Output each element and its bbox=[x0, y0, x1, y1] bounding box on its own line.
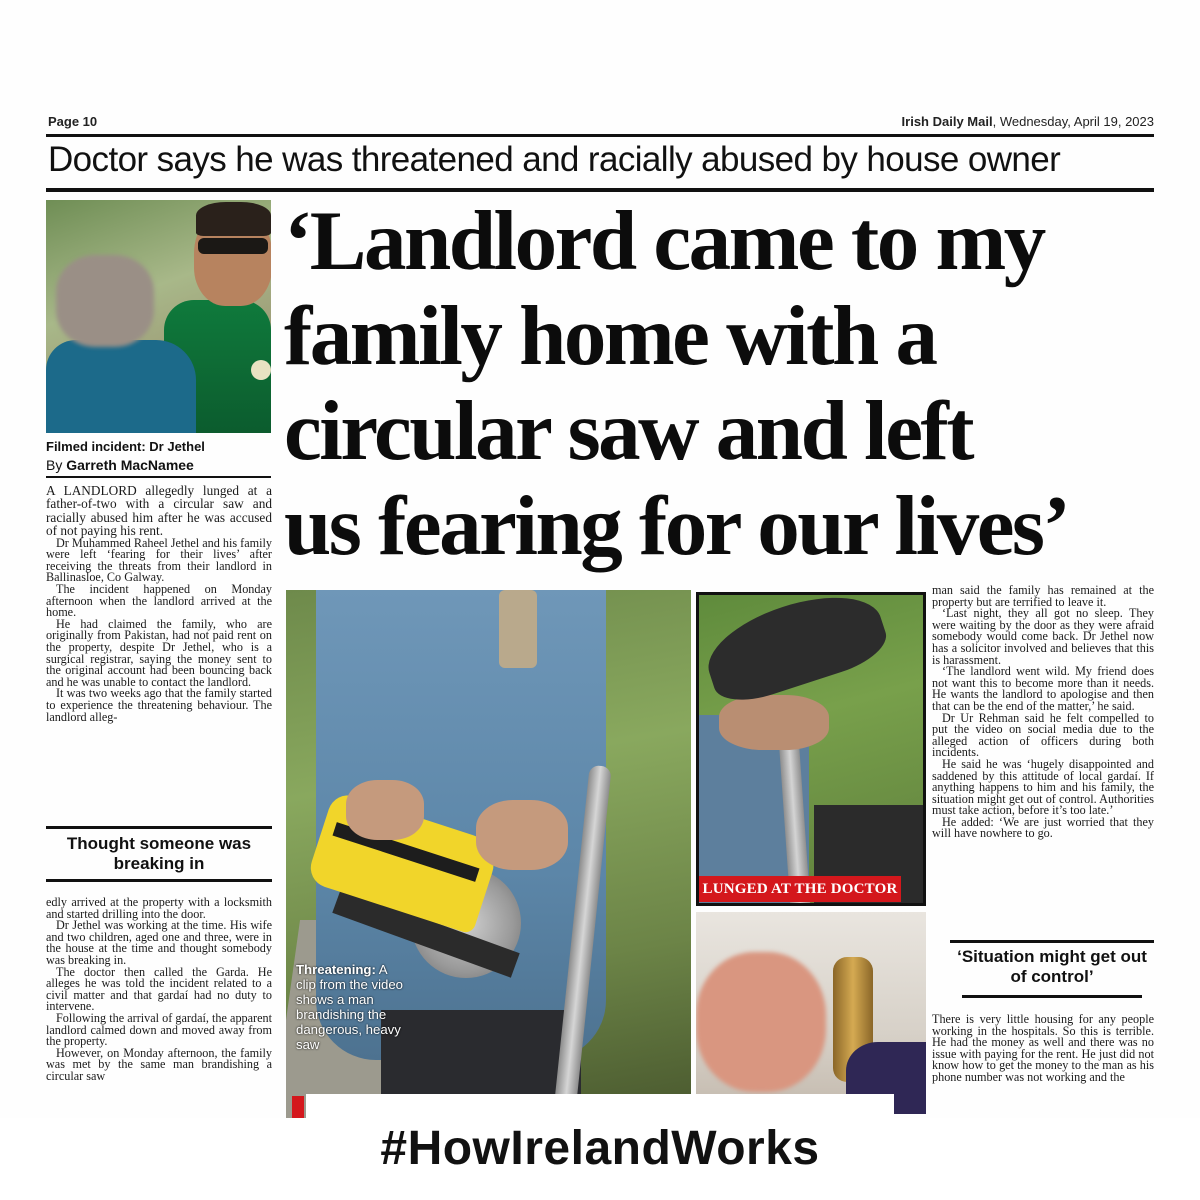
caption-label: Threatening: bbox=[296, 962, 376, 977]
inset-photo-lunge bbox=[696, 592, 926, 906]
inset-label: LUNGED AT THE DOCTOR bbox=[699, 876, 901, 902]
article-lead: A LANDLORD allegedly lunged at a father-of-two with a circular saw and racially abused him after he was accused of not paying his rent. bbox=[46, 483, 272, 539]
inset-photo-door bbox=[696, 912, 926, 1114]
caption-text: A clip from the video shows a man brandishing the dangerous, heavy saw bbox=[296, 962, 404, 1052]
byline bbox=[46, 457, 274, 473]
article-paragraph: man said the family has remained at the property but are terrified to leave it. bbox=[932, 583, 1154, 609]
kicker-headline: Doctor says he was threatened and racially abused by house owner bbox=[48, 140, 1061, 179]
white-overlay-band bbox=[306, 1094, 894, 1118]
article-paragraph: edly arrived at the property with a locksmith and started drilling into the door. bbox=[46, 897, 272, 921]
article-paragraph: He said he was ‘hugely disappointed and saddened by this attitude of local gardaí. If anything happens to him and his family, the situation might get out of control. Authorities must take action, before it’s too late.’ bbox=[932, 756, 1154, 818]
article-paragraph: Dr Ur Rehman said he felt compelled to put the video on social media due to the alleged action of officers during both incidents. bbox=[932, 710, 1154, 760]
article-paragraph: It was two weeks ago that the family started to experience the threatening behaviour. The landlord alleg- bbox=[46, 686, 272, 724]
headline-line: us fearing for our lives’ bbox=[284, 479, 1069, 573]
article-paragraph: However, on Monday afternoon, the family was met by the same man brandishing a circular saw bbox=[46, 1045, 272, 1083]
blurred-child-face bbox=[56, 255, 154, 347]
publication-dateline bbox=[902, 114, 1154, 129]
publication-name: Irish Daily Mail bbox=[901, 114, 993, 129]
article-paragraph: ‘The landlord went wild. My friend does not want this to become more than it needs. He wants the landlord to apologise and then that can be the end of the matter,’ he said. bbox=[932, 664, 1154, 713]
photo-caption: Filmed incident: Dr Jethel bbox=[46, 439, 205, 454]
article-column-1 bbox=[46, 484, 272, 723]
article-column-1-continued bbox=[46, 897, 272, 1117]
main-headline bbox=[284, 194, 1156, 574]
article-paragraph: ‘Last night, they all got no sleep. They were waiting by the door as they were afraid somebody would come back. Dr Jethel now has a solicitor involved and believes that this is harassment. bbox=[932, 606, 1154, 667]
article-paragraph: He added: ‘We are just worried that they will have nowhere to go. bbox=[932, 814, 1154, 841]
byline-author: Garreth MacNamee bbox=[66, 457, 194, 473]
headline-line: ‘Landlord came to my bbox=[284, 194, 1044, 288]
article-paragraph: There is very little housing for any people working in the hospitals. So this is terrible. He had the money as well and there was no issue with paying for the rent. He just did not know how to get the money to the man as his phone number was not working and the bbox=[932, 1014, 1154, 1084]
publication-date: , Wednesday, April 19, 2023 bbox=[992, 114, 1154, 129]
article-paragraph: The doctor then called the Garda. He alleges he was told the incident related to a civil matter and that gardaí had no duty to intervene. bbox=[46, 964, 272, 1014]
doctor-photo bbox=[46, 200, 271, 433]
subhead-breaking-in bbox=[46, 826, 272, 882]
article-paragraph: He had claimed the family, who are originally from Pakistan, had not paid rent on the property, despite Dr Jethel, who is a surgical registrar, saying the money sent to the original account had been bouncing back and he was unable to contact the landlord. bbox=[46, 616, 272, 689]
article-column-3 bbox=[932, 585, 1154, 840]
page-number: Page 10 bbox=[48, 114, 98, 129]
article-paragraph: Following the arrival of gardaí, the apparent landlord calmed down and moved away from the property. bbox=[46, 1010, 272, 1049]
article-paragraph: The incident happened on Monday afternoon when the landlord arrived at the home. bbox=[46, 582, 272, 620]
subhead-out-of-control bbox=[950, 940, 1154, 998]
byline-prefix: By bbox=[46, 457, 67, 473]
byline-rule bbox=[46, 476, 271, 478]
headline-line: circular saw and left bbox=[284, 384, 973, 478]
subhead-text: ‘Situation might get out of control’ bbox=[957, 947, 1147, 986]
headline-line: family home with a bbox=[284, 289, 936, 383]
article-paragraph: Dr Jethel was working at the time. His wife and two children, aged one and three, were in the house at the time and thought somebody was breaking in. bbox=[46, 918, 272, 967]
subhead-text: Thought someone was breaking in bbox=[66, 834, 252, 873]
hashtag: #HowIrelandWorks bbox=[380, 1122, 820, 1175]
kicker-rule bbox=[46, 188, 1154, 192]
red-corner-mark bbox=[292, 1096, 304, 1118]
article-column-3-continued bbox=[932, 1014, 1154, 1114]
top-rule bbox=[46, 134, 1154, 137]
article-paragraph: Dr Muhammed Raheel Jethel and his family were left ‘fearing for their lives’ after receiving the threats from their landlord in Ballinasloe, Co Galway. bbox=[46, 535, 272, 585]
main-photo-caption bbox=[296, 962, 408, 1052]
